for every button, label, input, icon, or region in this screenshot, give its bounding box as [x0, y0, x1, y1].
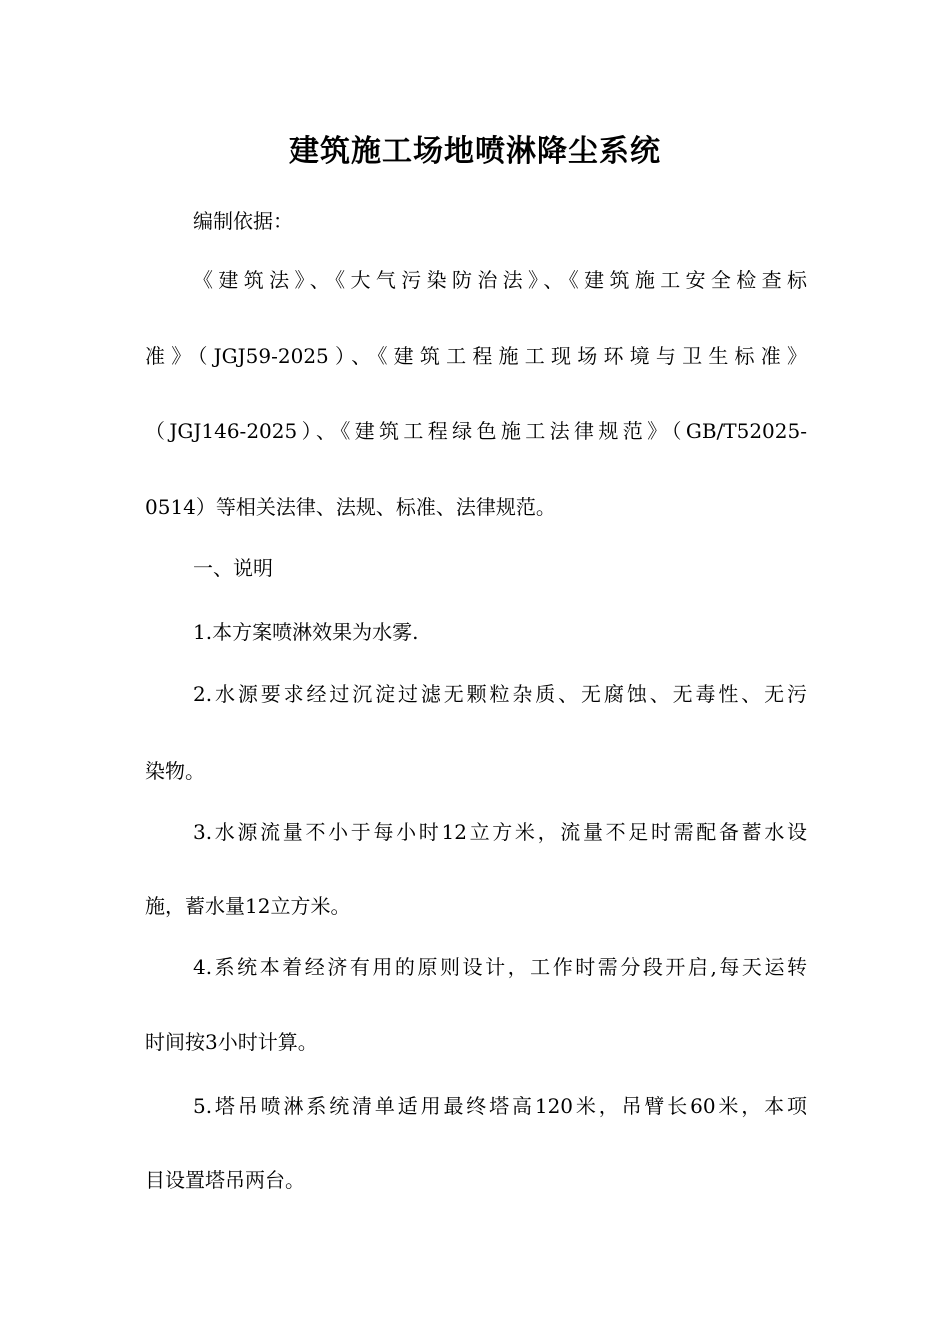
basis-line-1: 《建筑法》、《大气污染防治法》、《建筑施工安全检查标 [193, 268, 807, 292]
basis-line-2: 准》（JGJ59-2025）、《建筑工程施工现场环境与卫生标准》 [145, 344, 807, 368]
item-1-line-1: 1.本方案喷淋效果为水雾. [193, 620, 419, 644]
item-2-line-1: 2.水源要求经过沉淀过滤无颗粒杂质、无腐蚀、无毒性、无污 [193, 682, 807, 706]
item-3-line-2: 施，蓄水量12立方米。 [145, 894, 351, 918]
item-4-line-1: 4.系统本着经济有用的原则设计，工作时需分段开启,每天运转 [193, 955, 807, 979]
basis-line-4: 0514）等相关法律、法规、标准、法律规范。 [145, 495, 556, 519]
basis-heading: 编制依据： [193, 209, 293, 233]
item-5-line-1: 5.塔吊喷淋系统清单适用最终塔高120米，吊臂长60米，本项 [193, 1094, 807, 1118]
item-4-line-2: 时间按3小时计算。 [145, 1030, 318, 1054]
basis-line-3: （JGJ146-2025）、《建筑工程绿色施工法律规范》（GB/T52025- [145, 419, 807, 443]
section-heading: 一、说明 [193, 556, 273, 580]
item-5-line-2: 目设置塔吊两台。 [145, 1168, 305, 1192]
item-2-line-2: 染物。 [145, 759, 205, 783]
item-3-line-1: 3.水源流量不小于每小时12立方米，流量不足时需配备蓄水设 [193, 820, 807, 844]
document-title: 建筑施工场地喷淋降尘系统 [289, 134, 661, 169]
